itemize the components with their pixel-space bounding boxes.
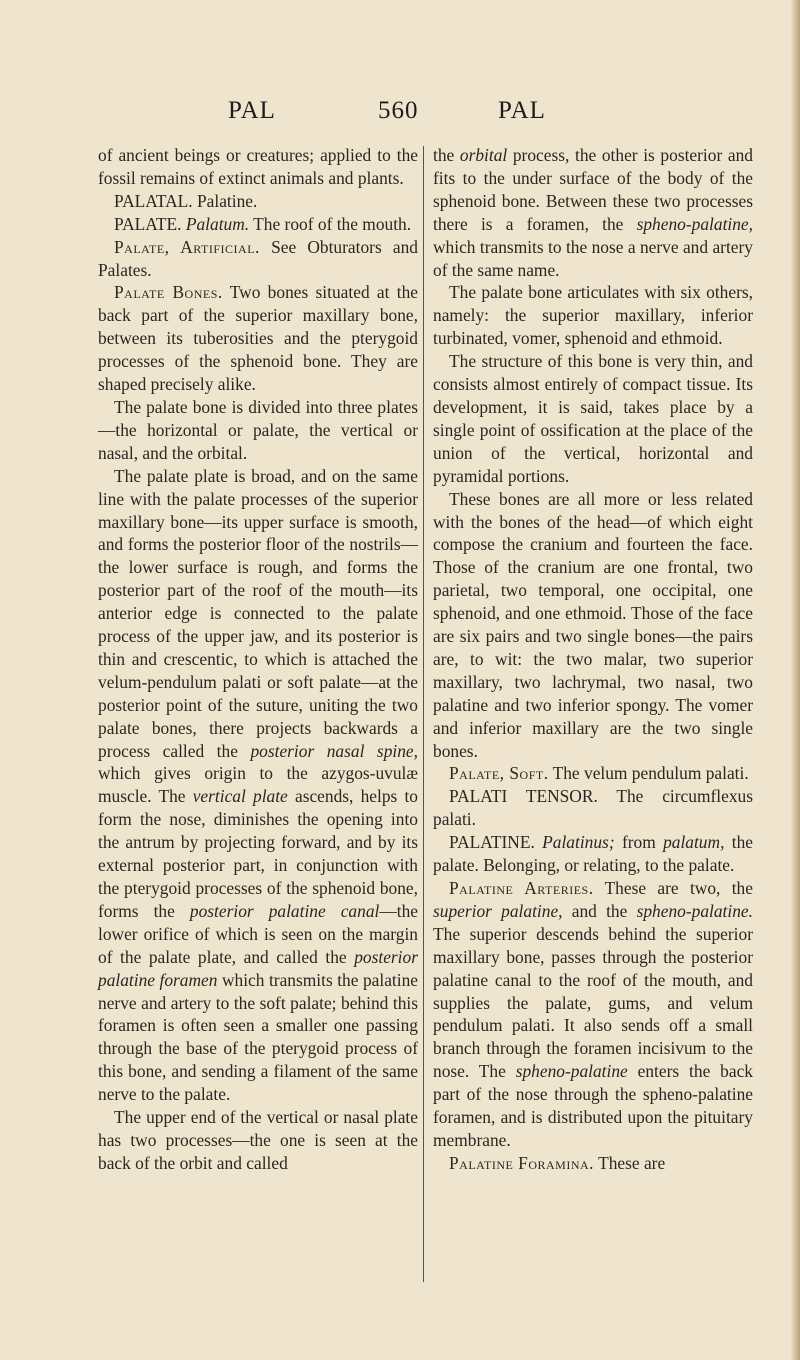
- text-run: The superior descends behind the superior maxillary bone, passes through the posterior palatine canal to the roof of the mouth, and supplies the palate, gums, and velum pendulum palati. It also sends off a small branch through the foramen incisivum to the nose. The: [433, 923, 753, 1082]
- paragraph: [98, 465, 418, 1106]
- entry-term: Palate, Artificial.: [114, 236, 260, 257]
- italic-term: orbital: [459, 145, 508, 165]
- text-run: enters the back part of the nose through the spheno-palatine foramen, and is distributed upon the pituitary membrane.: [433, 1061, 753, 1150]
- paragraph: The palate bone articulates with six others, namely: the superior maxillary, inferior turbinated, vomer, sphenoid and ethmoid.: [433, 282, 753, 349]
- left-column: [98, 144, 418, 1175]
- latin-term: Palatum.: [185, 213, 250, 234]
- text-run: the palate. Belonging, or relating, to the palate.: [433, 832, 753, 876]
- page-number: 560: [378, 97, 419, 124]
- text-run: which transmits to the nose a nerve and artery of the same name.: [433, 236, 753, 280]
- paragraph: The palate bone is divided into three plates—the horizontal or palate, the vertical or nasal, and the orbital.: [98, 396, 418, 463]
- entry-term: Palatine Foramina.: [449, 1152, 595, 1173]
- column-divider: [423, 146, 424, 1282]
- entry-term: Palatine Arteries.: [449, 878, 594, 898]
- paragraph: The structure of this bone is very thin, and consists almost entirely of compact tissue. Its development, it is said, takes place by a single point of ossification at the place of the union of the vertical, horizontal and pyramidal portions.: [433, 351, 753, 486]
- entry-palatine-foramina: [433, 1152, 753, 1175]
- entry-palate-soft: [433, 762, 753, 785]
- text-run: from: [621, 832, 656, 853]
- italic-term: posterior palatine foramen: [98, 946, 418, 990]
- entry-palate-bones: [98, 281, 418, 396]
- italic-term: spheno-palatine.: [636, 900, 753, 921]
- paragraph: of ancient beings or creatures; applied to the fossil remains of extinct animals and plants.: [98, 145, 418, 188]
- entry-text: See Obturators and Palates.: [98, 236, 418, 280]
- text-run: —the lower orifice of which is seen on the margin of the palate plate, and called the: [98, 900, 418, 967]
- entry-palate: [98, 213, 418, 236]
- entry-term: Palate, Soft.: [449, 763, 549, 784]
- italic-term: posterior nasal spine,: [250, 740, 418, 761]
- entry-text: The velum pendulum palati.: [552, 763, 749, 784]
- paragraph: The upper end of the vertical or nasal plate has two processes—the one is seen at the back of the orbit and called: [98, 1107, 418, 1173]
- entry-term: PALATE.: [114, 213, 182, 234]
- entry-palatal: PALATAL. Palatine.: [114, 190, 258, 211]
- italic-term: vertical plate: [192, 786, 288, 807]
- paragraph: [433, 144, 753, 281]
- entry-text: Two bones situated at the back part of the superior maxillary bone, between its tuberosities and the pterygoid processes of the sphenoid bone. They are shaped precisely alike.: [98, 282, 419, 395]
- italic-term: superior palatine,: [433, 900, 563, 921]
- text-run: the: [433, 145, 455, 165]
- italic-term: posterior palatine canal: [189, 900, 380, 921]
- entry-palatine-arteries: [433, 877, 753, 1152]
- header-right-keyword: PAL: [498, 97, 546, 124]
- text-run: The palate plate is broad, and on the same line with the palate processes of the superior maxillary bone—its upper surface is smooth, and forms the posterior floor of the nostrils—the lower surface is rough, and forms the posterior part of the roof of the mouth—its anterior edge is connected to the palate process of the upper jaw, and its posterior is thin and crescentic, to which is attached the velum-pendulum palati or soft palate—at the posterior point of the suture, uniting the two palate bones, there projects backwards a process called the: [98, 465, 418, 761]
- page-edge-shadow: [790, 0, 800, 1360]
- latin-term: Palatinus;: [542, 832, 615, 853]
- text-run: and the: [571, 900, 628, 921]
- right-column: [433, 144, 753, 1175]
- text-run: which transmits the palatine nerve and artery to the soft palate; behind this foramen is often seen a smaller one passing through the base of the pterygoid process of this bone, and sending a filament of the same nerve to the palate.: [98, 969, 418, 1105]
- text-run: These are two, the: [604, 878, 753, 898]
- entry-term: PALATINE.: [449, 832, 535, 853]
- text-run: process, the other is posterior and fits to the under surface of the body of the sphenoid bone. Between these two processes there is a foramen, the: [433, 145, 753, 234]
- entry-palate-artificial: [98, 236, 418, 282]
- entry-palati-tensor: PALATI TENSOR. The circumflexus palati.: [433, 786, 753, 830]
- entry-text: These are: [598, 1152, 666, 1173]
- header-left-keyword: PAL: [228, 97, 276, 124]
- entry-text: The roof of the mouth.: [253, 213, 412, 234]
- paragraph: These bones are all more or less related with the bones of the head—of which eight compose the cranium and fourteen the face. Those of the cranium are one frontal, two parietal, two temporal, one occipital, one sphenoid, and one ethmoid. Those of the face are six pairs and two single bones—the pairs are, to wit: the two malar, two superior maxillary, two lachrymal, two nasal, two palatine and two inferior spongy. The vomer and inferior maxillary are the two single bones.: [433, 488, 753, 761]
- italic-term: spheno-palatine,: [636, 213, 753, 234]
- italic-term: spheno-palatine: [515, 1061, 628, 1082]
- text-run: ascends, helps to form the nose, diminishes the opening into the antrum by projecting forward, and by its external posterior part, in conjunction with the pterygoid processes of the sphenoid bone, forms the: [98, 786, 418, 921]
- latin-term: palatum,: [663, 832, 725, 853]
- entry-term: Palate Bones.: [114, 282, 223, 303]
- entry-palatine: [433, 831, 753, 877]
- text-run: which gives origin to the azygos-uvulæ muscle. The: [98, 763, 418, 807]
- running-header: [0, 97, 800, 127]
